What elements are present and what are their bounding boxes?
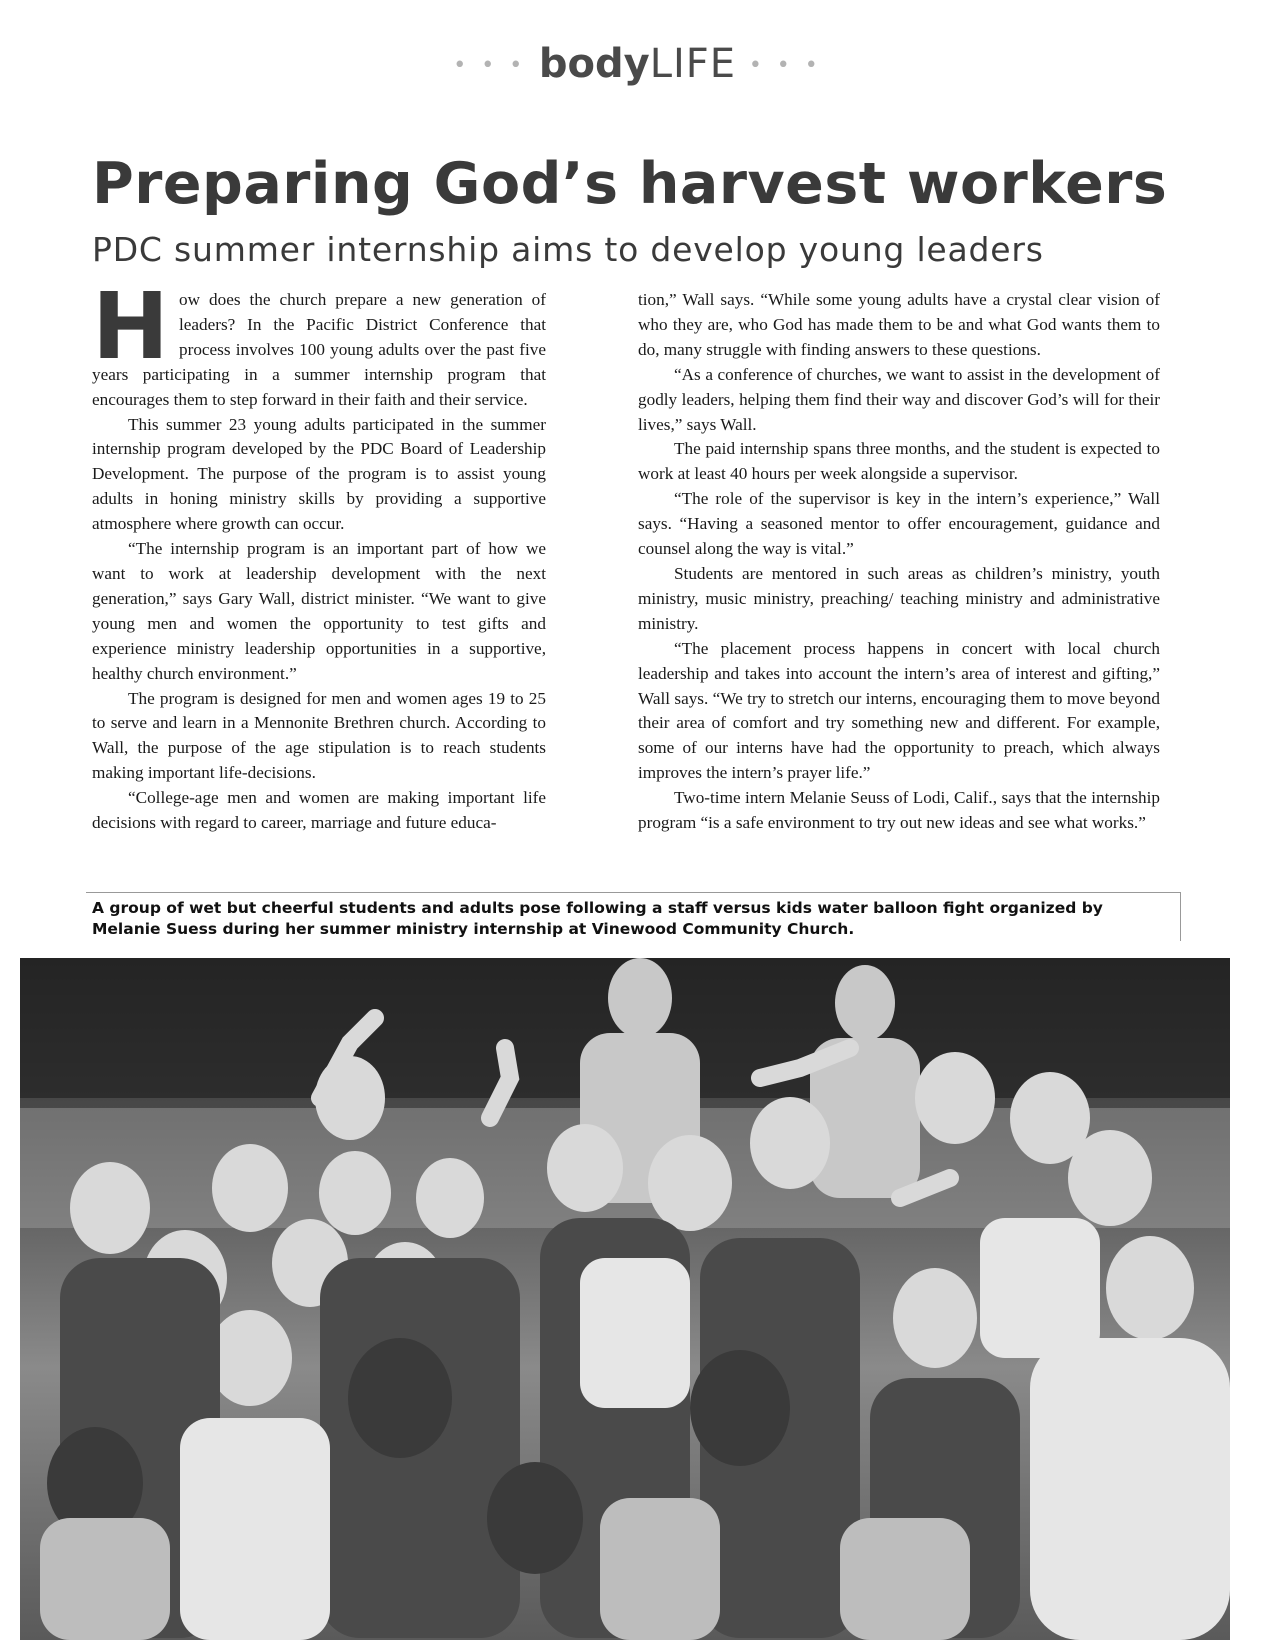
section-dots-right: • • • bbox=[748, 53, 822, 78]
photo-caption: A group of wet but cheerful students and adults pose following a staff versus kids water balloon fight organized by Melanie Suess during her summer ministry internship at Vinewood Community Church. bbox=[92, 899, 1103, 938]
article-paragraph: Students are mentored in such areas as children’s ministry, youth ministry, music ministry, preaching/ teaching ministry and administrative ministry. bbox=[638, 563, 1160, 633]
article-left-column bbox=[92, 273, 546, 836]
article-paragraph: “The role of the supervisor is key in the intern’s experience,” Wall says. “Having a seasoned mentor to offer encouragement, guidance and counsel along the way is vital.” bbox=[638, 489, 1160, 559]
article-paragraph: How does the church prepare a new generation of leaders? In the Pacific District Conference that process involves 100 young adults over the past five years participating in a summer internship program that encourages them to step forward in their faith and their service. bbox=[92, 273, 546, 409]
article-paragraph: “As a conference of churches, we want to assist in the development of godly leaders, helping them find their way and discover God’s will for their lives,” says Wall. bbox=[638, 364, 1160, 434]
section-name-bold: body bbox=[538, 41, 650, 87]
group-photo bbox=[20, 958, 1230, 1640]
section-dots-left: • • • bbox=[453, 53, 527, 78]
article-paragraph: This summer 23 young adults participated in the summer internship program developed by the PDC Board of Leadership Development. The purpose of the program is to assist young adults in honing ministry skills by providing a supportive atmosphere where growth can occur. bbox=[92, 414, 546, 534]
article-paragraph: Two-time intern Melanie Seuss of Lodi, Calif., says that the internship program “is a safe environment to try out new ideas and see what works.” bbox=[638, 788, 1160, 833]
article-paragraph: “The internship program is an important part of how we want to work at leadership development with the next generation,” says Gary Wall, district minister. “We want to give young men and women the opportunity to test gifts and experience ministry leadership opportunities in a supportive, healthy church environment.” bbox=[92, 539, 546, 683]
article-deck: PDC summer internship aims to develop young leaders bbox=[92, 230, 1044, 269]
article-paragraph: “College-age men and women are making important life decisions with regard to career, marriage and future educa- bbox=[92, 788, 546, 833]
article-paragraph: The program is designed for men and women ages 19 to 25 to serve and learn in a Mennonite Brethren church. According to Wall, the purpose of the age stipulation is to reach students making important life-decisions. bbox=[92, 688, 546, 783]
section-header bbox=[0, 38, 1275, 92]
article-paragraph: The paid internship spans three months, and the student is expected to work at least 40 hours per week alongside a supervisor. bbox=[638, 439, 1160, 484]
article-right-column bbox=[638, 288, 1160, 836]
article-paragraph: tion,” Wall says. “While some young adults have a crystal clear vision of who they are, who God has made them to be and what God wants them to do, many struggle with finding answers to these questions. bbox=[638, 290, 1160, 359]
article-paragraph: “The placement process happens in concert with local church leadership and takes into account the intern’s area of interest and gifting,” Wall says. “We try to stretch our interns, encouraging them to move beyond their area of comfort and try something new and different. For example, some of our interns have had the opportunity to preach, which always improves the intern’s prayer life.” bbox=[638, 638, 1160, 783]
drop-cap: H bbox=[92, 273, 169, 380]
section-name-light: LIFE bbox=[649, 41, 737, 87]
group-photo-illustration bbox=[20, 958, 1230, 1640]
article-headline: Preparing God’s harvest workers bbox=[92, 151, 1168, 217]
